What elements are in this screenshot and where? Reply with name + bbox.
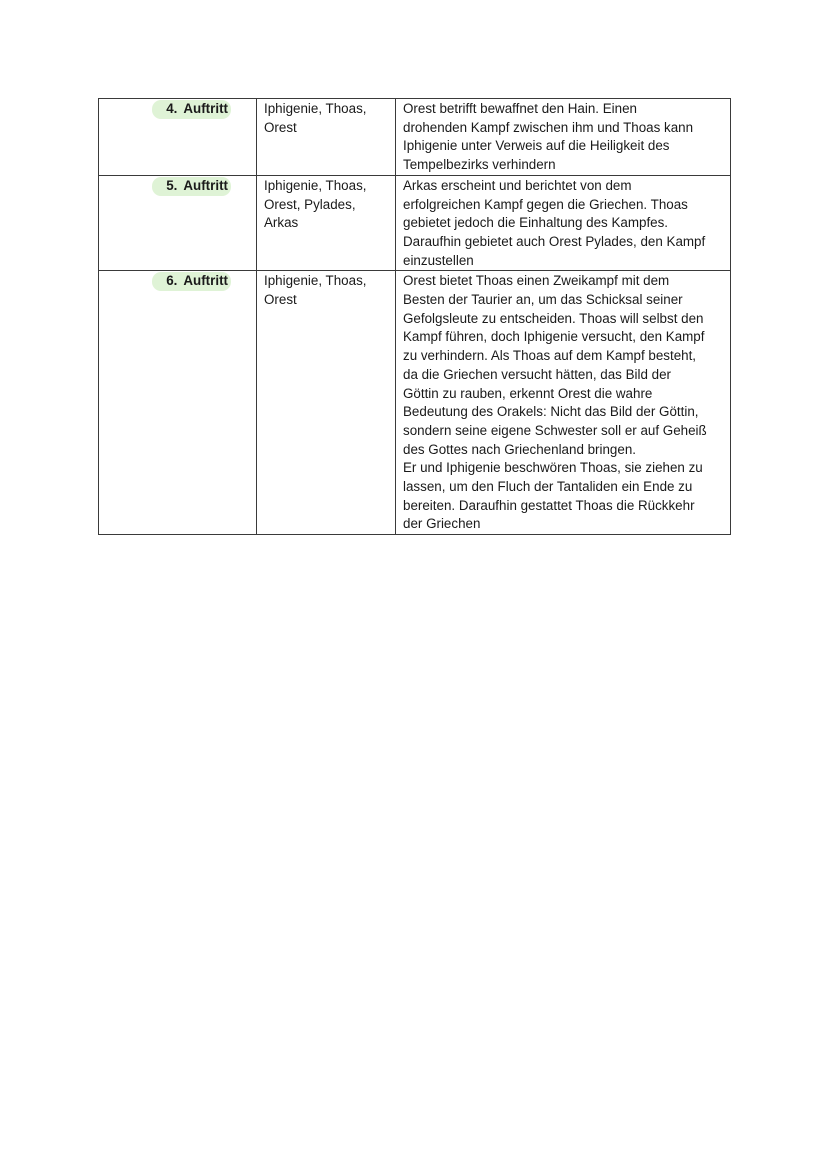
table-row xyxy=(99,99,731,176)
persons-line: Orest, Pylades, xyxy=(264,196,356,212)
persons-line: Orest xyxy=(264,119,297,135)
description-line: da die Griechen versucht hätten, das Bild der xyxy=(403,366,671,382)
description-line: der Griechen xyxy=(403,516,481,532)
persons-line: Orest xyxy=(264,292,297,308)
description-cell xyxy=(396,99,731,176)
description-line: Er und Iphigenie beschwören Thoas, sie ziehen zu xyxy=(403,460,703,476)
persons-cell xyxy=(257,271,396,535)
scene-label-highlight xyxy=(152,100,231,119)
scene-number: 4. xyxy=(166,101,178,116)
description-line: des Gottes nach Griechenland bringen. xyxy=(403,441,636,457)
scene-label-highlight xyxy=(152,177,231,196)
description-line: drohenden Kampf zwischen ihm und Thoas kann xyxy=(403,119,694,135)
description-line: Tempelbezirks verhindern xyxy=(403,157,556,173)
description-line: Arkas erscheint und berichtet von dem xyxy=(403,177,632,193)
scene-label-text: Auftritt xyxy=(183,273,228,289)
description-line: gebietet jedoch die Einhaltung des Kampfes. xyxy=(403,215,669,231)
scene-number: 6. xyxy=(166,273,178,289)
table-row xyxy=(99,271,731,535)
description-line: einzustellen xyxy=(403,252,474,268)
scene-label-text: Auftritt xyxy=(183,101,228,116)
persons-line: Arkas xyxy=(264,215,299,231)
description-cell xyxy=(396,175,731,271)
description-line: erfolgreichen Kampf gegen die Griechen. Thoas xyxy=(403,196,688,212)
persons-line: Iphigenie, Thoas, xyxy=(264,177,367,193)
description-line: bereiten. Daraufhin gestattet Thoas die Rückkehr xyxy=(403,497,695,513)
description-line: Besten der Taurier an, um das Schicksal seiner xyxy=(403,292,683,308)
description-line: Kampf führen, doch Iphigenie versucht, den Kampf xyxy=(403,329,705,345)
scene-number-cell xyxy=(99,99,257,176)
description-line: Orest bietet Thoas einen Zweikampf mit dem xyxy=(403,273,670,289)
description-line: Daraufhin gebietet auch Orest Pylades, den Kampf xyxy=(403,233,706,249)
description-line: Göttin zu rauben, erkennt Orest die wahre xyxy=(403,385,653,401)
description-line: Iphigenie unter Verweis auf die Heiligkeit des xyxy=(403,138,670,154)
persons-cell xyxy=(257,175,396,271)
description-cell xyxy=(396,271,731,535)
description-line: Bedeutung des Orakels: Nicht das Bild der Göttin, xyxy=(403,404,699,420)
persons-cell xyxy=(257,99,396,176)
description-line: Gefolgsleute zu entscheiden. Thoas will selbst den xyxy=(403,310,704,326)
description-line: Orest betrifft bewaffnet den Hain. Einen xyxy=(403,101,637,116)
table-row xyxy=(99,175,731,271)
scene-table xyxy=(98,98,731,535)
scene-number-cell xyxy=(99,271,257,535)
persons-line: Iphigenie, Thoas, xyxy=(264,273,367,289)
scene-number-cell xyxy=(99,175,257,271)
description-line: zu verhindern. Als Thoas auf dem Kampf besteht, xyxy=(403,348,697,364)
scene-number: 5. xyxy=(166,177,178,193)
scene-label-text: Auftritt xyxy=(183,177,228,193)
persons-line: Iphigenie, Thoas, xyxy=(264,101,367,116)
description-line: lassen, um den Fluch der Tantaliden ein Ende zu xyxy=(403,479,693,495)
description-line: sondern seine eigene Schwester soll er auf Geheiß xyxy=(403,422,707,438)
scene-label-highlight xyxy=(152,272,231,291)
